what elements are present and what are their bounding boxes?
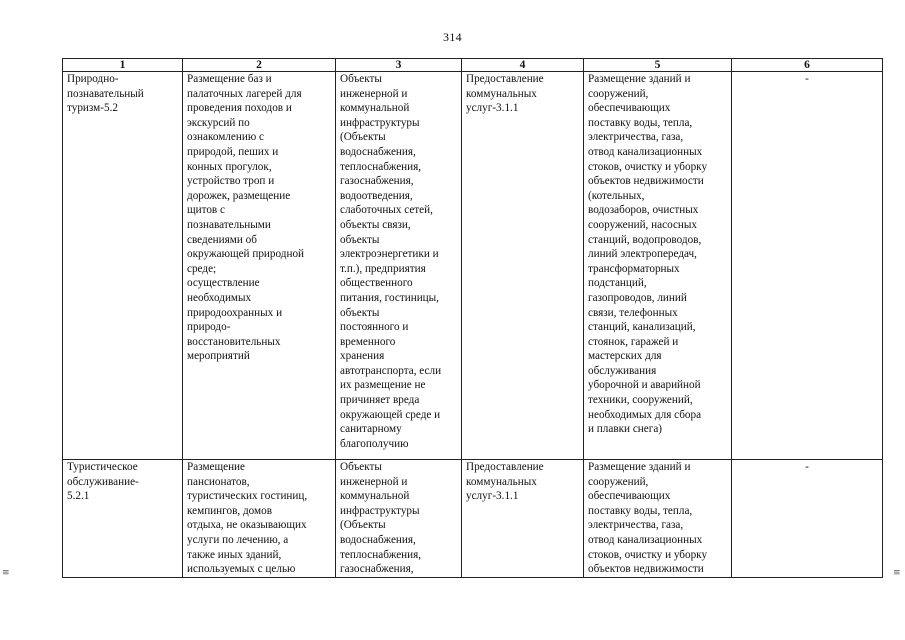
column-header-2: 2 [183, 59, 336, 72]
cell-description [183, 460, 336, 578]
cell-auxiliary-use [462, 460, 584, 578]
cell-auxiliary-description [584, 460, 732, 578]
cell-description: Размещение баз и палаточных лагерей для проведения походов и экскурсий по ознакомлению с природой, пеших и конных прогулок, устройство троп и дорожек, размещение щитов с познавательными сведениями об окружающей природной среде; осуществление необходимых природоохранных и природо- восстановительных мероприятий [183, 72, 336, 460]
cell-column-6: - [732, 72, 883, 460]
table-row [63, 72, 883, 460]
column-header-5: 5 [584, 59, 732, 72]
column-header-6: 6 [732, 59, 883, 72]
table-header-row [63, 59, 883, 72]
cell-text: Размещение пансионатов, туристических гостиниц, кемпингов, домов отдыха, не оказывающих услуги по лечению, а также иных зданий, используемых с целью [187, 461, 308, 576]
table-row [63, 460, 883, 578]
column-header-3: 3 [336, 59, 462, 72]
right-margin-mark: ≡ [893, 568, 901, 578]
cell-text: Объекты инженерной и коммунальной инфраструктуры (Объекты водоснабжения, теплоснабжения, газоснабжения, [340, 461, 422, 576]
column-header-1: 1 [63, 59, 183, 72]
cell-objects [336, 460, 462, 578]
column-header-4: 4 [462, 59, 584, 72]
cell-land-use-type: Природно- познавательный туризм-5.2 [63, 72, 183, 460]
cell-objects: Объекты инженерной и коммунальной инфраструктуры (Объекты водоснабжения, теплоснабжения, газоснабжения, водоотведения, слаботочных сетей, объекты связи, объекты электроэнергетики и т.п.), предприятия общественного питания, гостиницы, объекты постоянного и временного хранения автотранспорта, если их размещение не причиняет вреда окружающей среде и санитарному благополучию [336, 72, 462, 460]
page-number: 314 [443, 30, 462, 44]
cell-text: Туристическое обслуживание- 5.2.1 [67, 461, 139, 503]
document-table [62, 58, 883, 578]
left-margin-mark: ≡ [2, 568, 10, 578]
cell-column-6 [732, 460, 883, 578]
cell-text: Размещение зданий и сооружений, обеспечивающих поставку воды, тепла, электричества, газа, отвод канализационных стоков, очистку и уборку объектов недвижимости [588, 461, 708, 576]
cell-text: Предоставление коммунальных услуг-3.1.1 [466, 461, 544, 503]
cell-auxiliary-use: Предоставление коммунальных услуг-3.1.1 [462, 72, 584, 460]
cell-text: - [805, 461, 809, 473]
cell-land-use-type [63, 460, 183, 578]
cell-auxiliary-description: Размещение зданий и сооружений, обеспечивающих поставку воды, тепла, электричества, газа, отвод канализационных стоков, очистку и уборку объектов недвижимости (котельных, водозаборов, очистных сооружений, насосных станций, водопроводов, линий электропередач, трансформаторных подстанций, газопроводов, линий связи, телефонных станций, канализаций, стоянок, гаражей и мастерских для обслуживания уборочной и аварийной техники, сооружений, необходимых для сбора и плавки снега) [584, 72, 732, 460]
